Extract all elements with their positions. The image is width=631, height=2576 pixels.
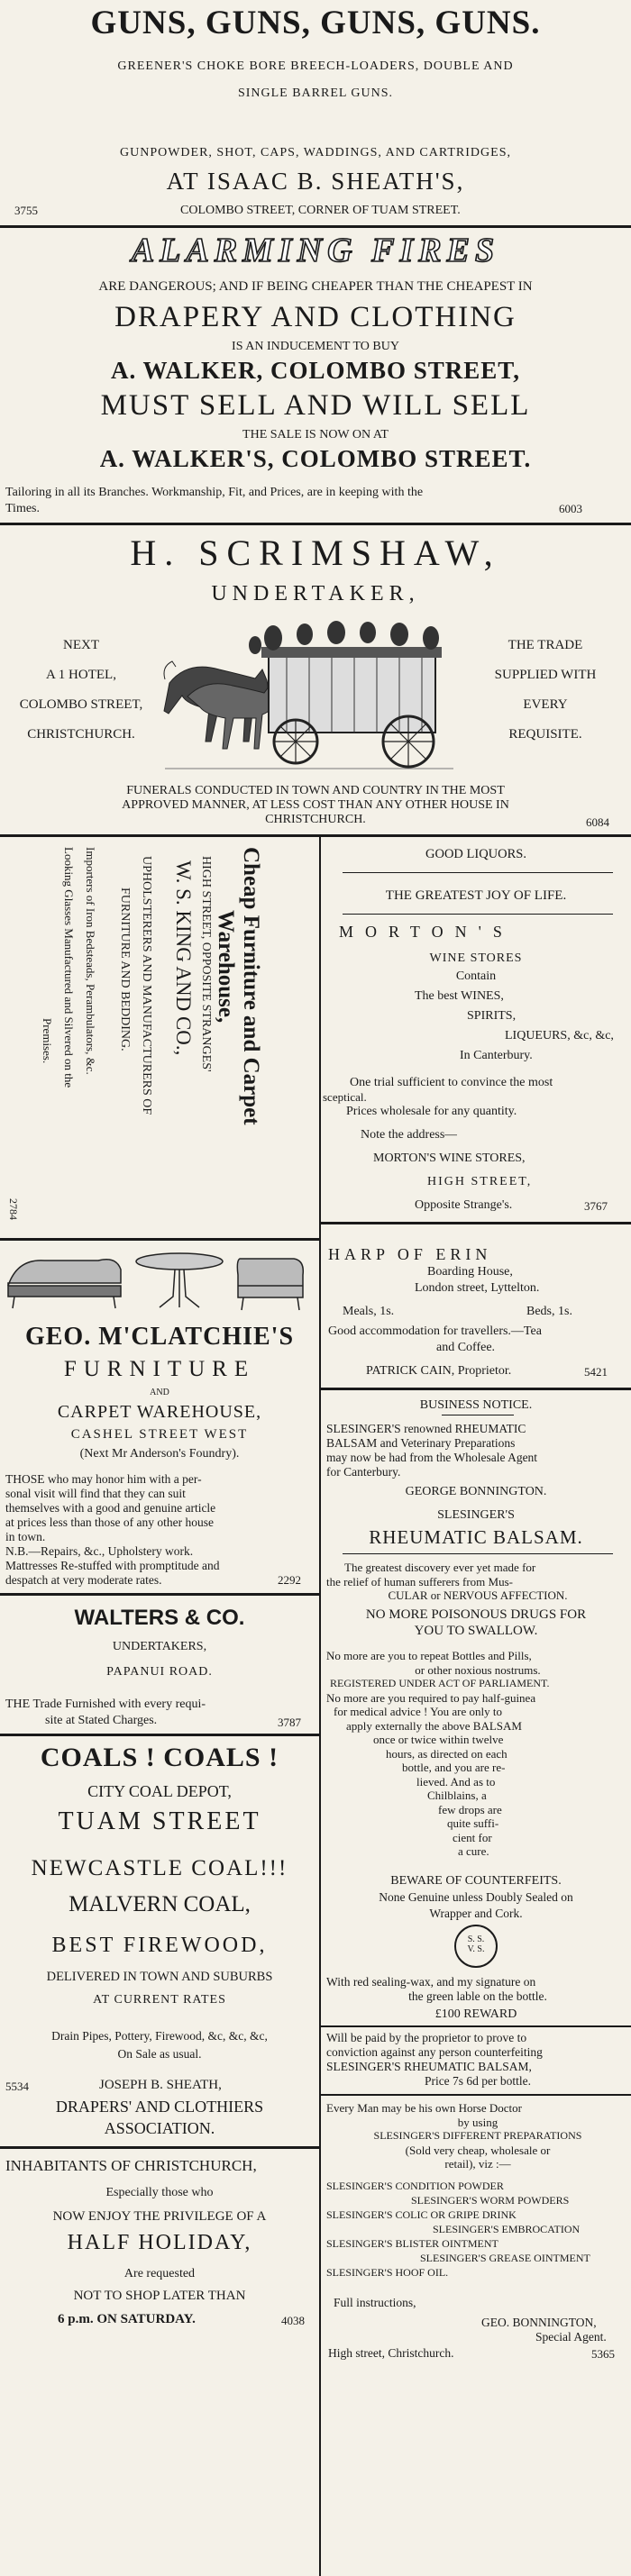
walker-line9: Times. [5, 502, 41, 515]
slesinger-h5: retail), viz :— [444, 2157, 511, 2171]
erin-owner: PATRICK CAIN, Proprietor. [366, 1364, 512, 1378]
rule-2 [0, 523, 631, 525]
slesinger-d9: No more are you required to pay half-guinea [326, 1690, 536, 1705]
morton-line10: sceptical. [323, 1090, 367, 1104]
slesinger-desc2 [326, 1649, 629, 1859]
scrimshaw-right-1: SUPPLIED WITH [494, 668, 597, 682]
morton-line15: Opposite Strange's. [415, 1198, 513, 1212]
morton-line3: WINE STORES [429, 951, 523, 965]
slesinger-seal2: V. S. [467, 1944, 485, 1954]
guns-address: COLOMBO STREET, CORNER OF TUAM STREET. [180, 204, 461, 217]
mclatchie-and: AND [150, 1388, 169, 1397]
coals-seller: JOSEPH B. SHEATH, [99, 2078, 222, 2092]
slesinger-d10: for medical advice ! You are only to [334, 1705, 503, 1718]
slesinger-list-item: SLESINGER'S EMBROCATION [433, 2223, 581, 2235]
slesinger-c2: None Genuine unless Doubly Sealed on [379, 1890, 573, 1904]
slesinger-h4: (Sold very cheap, wholesale or [405, 2143, 551, 2157]
rule-1 [0, 225, 631, 228]
coals-depot: CITY COAL DEPOT, [87, 1782, 232, 1800]
coals-seller2: DRAPERS' AND CLOTHIERS [55, 2098, 264, 2116]
slesinger-notice: BUSINESS NOTICE. [419, 1398, 533, 1412]
slesinger-d16: Chilblains, a [427, 1789, 487, 1802]
slesinger-d5: YOU TO SWALLOW. [414, 1624, 538, 1638]
erin-number: 5421 [584, 1365, 608, 1379]
holiday-number: 4038 [281, 2314, 305, 2327]
holiday-line1: INHABITANTS OF CHRISTCHURCH, [5, 2157, 257, 2174]
slesinger-list-item: SLESINGER'S COLIC OR GRIPE DRINK [326, 2208, 517, 2221]
erin-line4: and Coffee. [436, 1341, 496, 1354]
guns-line1: GREENER'S CHOKE BORE BREECH-LOADERS, DOUBLE AND [117, 59, 514, 73]
slesinger-list-item: SLESINGER'S WORM POWDERS [411, 2194, 570, 2207]
erin-line3: Good accommodation for travellers.—Tea [328, 1324, 542, 1338]
mclatchie-line3: CASHEL STREET WEST [70, 1427, 249, 1442]
slesinger-agent: GEORGE BONNINGTON. [405, 1485, 547, 1498]
rule-left-3 [0, 1734, 319, 1736]
slesinger-c1: BEWARE OF COUNTERFEITS. [390, 1874, 562, 1888]
slesinger-c4-block [326, 1975, 629, 2004]
mclatchie-name: GEO. M'CLATCHIE'S [24, 1323, 295, 1351]
slesinger-r2: conviction against any person counterfeiting [326, 2045, 543, 2059]
slesinger-h2: by using [457, 2115, 498, 2129]
walker-line6: THE SALE IS NOW ON AT [242, 428, 389, 441]
slesinger-r1: Will be paid by the proprietor to prove to [326, 2031, 527, 2044]
erin-name: HARP OF ERIN [328, 1245, 492, 1263]
slesinger-f1: Full instructions, [334, 2296, 416, 2309]
mclatchie-body2: sonal visit will find that they can suit [5, 1487, 186, 1500]
slesinger-name: SLESINGER'S [437, 1508, 515, 1522]
slesinger-d20: a cure. [458, 1844, 489, 1858]
slesinger-horse-block [326, 2101, 629, 2171]
walters-body1: THE Trade Furnished with every requi- [5, 1698, 206, 1711]
scrimshaw-left [0, 631, 162, 750]
morton-line12: Note the address— [361, 1128, 458, 1142]
morton-line6: SPIRITS, [467, 1009, 517, 1023]
hearse-illustration [160, 620, 458, 773]
mclatchie-line2: CARPET WAREHOUSE, [57, 1402, 262, 1422]
morton-line14: HIGH STREET, [427, 1175, 533, 1188]
walker-banner: ALARMING FIRES [131, 232, 500, 269]
slesinger-f3: Special Agent. [535, 2330, 607, 2344]
morton-line1: GOOD LIQUORS. [425, 847, 526, 861]
walters-address: PAPANUI ROAD. [106, 1665, 213, 1679]
slesinger-seal [454, 1925, 498, 1968]
slesinger-f4: High street, Christchurch. [328, 2346, 454, 2360]
coals-number: 5534 [5, 2080, 29, 2093]
slesinger-h3: SLESINGER'S DIFFERENT PREPARATIONS [373, 2129, 582, 2142]
slesinger-p4: for Canterbury. [326, 1465, 401, 1479]
walters-name: WALTERS & CO. [74, 1606, 245, 1630]
king-line4: Importers of Iron Bedsteads, Perambulators, &c. [84, 847, 97, 1075]
scrimshaw-left-0: NEXT [63, 638, 99, 652]
slesinger-h1: Every Man may be his own Horse Doctor [326, 2101, 522, 2115]
rule-right-1 [321, 1222, 631, 1224]
holiday-line4: HALF HOLIDAY, [67, 2231, 252, 2254]
slesinger-list-item: SLESINGER'S CONDITION POWDER [326, 2180, 504, 2192]
coals-item1: NEWCASTLE COAL!!! [31, 1856, 288, 1880]
mclatchie-body7: Mattresses Re-stuffed with promptitude and [5, 1559, 220, 1572]
rule-left-1 [0, 1238, 319, 1241]
slesinger-d17: few drops are [438, 1802, 502, 1816]
coals-item3: BEST FIREWOOD, [51, 1934, 268, 1957]
mclatchie-body4: at prices less than those of any other house [5, 1516, 214, 1529]
slesinger-reward-block [326, 2031, 629, 2089]
walker-line5: MUST SELL AND WILL SELL [100, 389, 531, 422]
coals-item2: MALVERN COAL, [69, 1892, 251, 1916]
king-number: 2784 [7, 1198, 20, 1220]
scrimshaw-left-2: COLOMBO STREET, [19, 697, 143, 712]
holiday-line7: 6 p.m. ON SATURDAY. [58, 2312, 196, 2326]
slesinger-desc [326, 1561, 629, 1603]
slesinger-list-item: SLESINGER'S HOOF OIL. [326, 2266, 449, 2279]
slesinger-d3: CULAR or NERVOUS AFFECTION. [388, 1588, 568, 1602]
slesinger-d12: once or twice within twelve [373, 1733, 504, 1746]
slesinger-r4: Price 7s 6d per bottle. [424, 2074, 532, 2088]
scrimshaw-right [460, 631, 631, 750]
rule-left-4 [0, 2146, 319, 2149]
slesinger-d13: hours, as directed on each [386, 1746, 508, 1761]
scrimshaw-trade: UNDERTAKER, [211, 582, 420, 605]
holiday-line3: NOW ENJOY THE PRIVILEGE OF A [52, 2209, 267, 2224]
morton-line9: One trial sufficient to convince the most [350, 1076, 553, 1089]
erin-line1: Boarding House, [427, 1265, 513, 1279]
slesinger-d18: quite suffi- [447, 1816, 499, 1830]
slesinger-d4: NO MORE POISONOUS DRUGS FOR [365, 1607, 587, 1622]
holiday-line2: Especially those who [105, 2186, 214, 2199]
morton-line5: The best WINES, [415, 989, 504, 1003]
scrimshaw-left-1: A 1 HOTEL, [46, 668, 116, 682]
slesinger-d2: the relief of human sufferers from Mus- [326, 1574, 513, 1588]
king-line5: Looking Glasses Manufactured and Silvered on the [62, 847, 76, 1088]
walker-line8: Tailoring in all its Branches. Workmanship, Fit, and Prices, are in keeping with the [5, 486, 424, 499]
scrimshaw-footer1: FUNERALS CONDUCTED IN TOWN AND COUNTRY IN THE MOST [126, 784, 505, 797]
mclatchie-body [5, 1472, 316, 1588]
slesinger-c4: With red sealing-wax, and my signature on [326, 1975, 536, 1989]
mclatchie-line4: (Next Mr Anderson's Foundry). [79, 1447, 240, 1461]
slesinger-d11: apply externally the above BALSAM [346, 1718, 522, 1733]
slesinger-rule-b [343, 1553, 613, 1554]
morton-line8: In Canterbury. [460, 1049, 533, 1062]
mclatchie-number: 2292 [278, 1573, 301, 1587]
holiday-line6: NOT TO SHOP LATER THAN [73, 2289, 246, 2303]
erin-meals: Meals, 1s. [343, 1305, 395, 1318]
walker-line7: A. WALKER'S, COLOMBO STREET. [99, 445, 532, 472]
walker-line2: DRAPERY AND CLOTHING [114, 301, 517, 333]
guns-line2: SINGLE BARREL GUNS. [237, 86, 394, 100]
king-line6: Premises. [41, 1018, 54, 1064]
morton-rule-b [343, 914, 613, 915]
slesinger-list [326, 2179, 629, 2280]
slesinger-d8: REGISTERED UNDER ACT OF PARLIAMENT. [330, 1677, 550, 1689]
holiday-line5: Are requested [123, 2267, 196, 2280]
guns-number: 3755 [14, 204, 38, 217]
mclatchie-body3: themselves with a good and genuine article [5, 1501, 216, 1515]
scrimshaw-number: 6084 [586, 815, 609, 829]
morton-line2: THE GREATEST JOY OF LIFE. [385, 888, 567, 903]
slesinger-seal1: S. S. [467, 1934, 485, 1944]
column-divider [319, 836, 321, 2576]
rule-3 [0, 834, 631, 837]
guns-headline: GUNS, GUNS, GUNS, GUNS. [90, 5, 541, 41]
morton-line13: MORTON'S WINE STORES, [373, 1151, 526, 1165]
erin-line2: London street, Lyttelton. [415, 1281, 540, 1295]
slesinger-d7: or other noxious nostrums. [415, 1662, 541, 1677]
king-title: Cheap Furniture and Carpet [239, 847, 263, 1125]
scrimshaw-left-3: CHRISTCHURCH. [27, 727, 135, 742]
coals-line1: DELIVERED IN TOWN AND SUBURBS [46, 1970, 273, 1984]
slesinger-c5: the green lable on the bottle. [408, 1989, 547, 2003]
slesinger-intro [326, 1422, 629, 1479]
scrimshaw-right-0: THE TRADE [508, 638, 583, 652]
king-line3: FURNITURE AND BEDDING. [118, 887, 132, 1051]
coals-line3: Drain Pipes, Pottery, Firewood, &c, &c, &c, [51, 2029, 268, 2043]
coals-seller3: ASSOCIATION. [104, 2119, 215, 2137]
morton-name: MORTON'S [339, 923, 514, 941]
mclatchie-body6: N.B.—Repairs, &c., Upholstery work. [5, 1544, 194, 1558]
mclatchie-line1: FURNITURE [63, 1357, 256, 1381]
scrimshaw-footer3: CHRISTCHURCH. [265, 813, 366, 826]
king-line1: HIGH STREET, OPPOSITE STRANGES' [199, 856, 213, 1072]
morton-rule-a [343, 872, 613, 873]
walker-number: 6003 [559, 502, 582, 515]
slesinger-title: RHEUMATIC BALSAM. [369, 1526, 583, 1548]
rule-left-2 [0, 1593, 319, 1596]
scrimshaw-right-2: EVERY [523, 697, 568, 712]
erin-beds: Beds, 1s. [526, 1305, 572, 1318]
rule-right-2 [321, 1388, 631, 1390]
morton-line11: Prices wholesale for any quantity. [346, 1105, 517, 1118]
slesinger-d19: cient for [453, 1830, 492, 1844]
slesinger-d15: lieved. And as to [416, 1774, 496, 1789]
slesinger-list-item: SLESINGER'S BLISTER OINTMENT [326, 2237, 498, 2250]
slesinger-c3: Wrapper and Cork. [429, 1907, 523, 1920]
morton-line4: Contain [455, 969, 497, 983]
king-title2: Warehouse, [214, 910, 238, 1024]
walker-line4: A. WALKER, COLOMBO STREET, [110, 357, 521, 384]
furniture-illustration [4, 1245, 315, 1317]
coals-line2: AT CURRENT RATES [93, 1993, 226, 2007]
mclatchie-body8: despatch at very moderate rates. [5, 1573, 162, 1587]
slesinger-d1: The greatest discovery ever yet made for [344, 1561, 536, 1574]
slesinger-p3: may now be had from the Wholesale Agent [326, 1451, 538, 1464]
slesinger-rule-d [321, 2094, 631, 2096]
slesinger-d6: No more are you to repeat Bottles and Pills, [326, 1649, 532, 1662]
guns-seller: AT ISAAC B. SHEATH'S, [166, 168, 465, 195]
morton-line7: LIQUEURS, &c, &c, [505, 1029, 614, 1042]
coals-headline: COALS ! COALS ! [40, 1743, 279, 1772]
walters-number: 3787 [278, 1716, 301, 1729]
king-line2: UPHOLSTERERS AND MANUFACTURERS OF [140, 856, 153, 1115]
walters-body2: site at Stated Charges. [45, 1714, 158, 1727]
mclatchie-body5: in town. [5, 1530, 46, 1543]
slesinger-d14: bottle, and you are re- [402, 1761, 506, 1774]
king-firm: W. S. KING AND CO., [172, 860, 195, 1056]
slesinger-p1: SLESINGER'S renowned RHEUMATIC [326, 1422, 526, 1435]
mclatchie-body1: THOSE who may honor him with a per- [5, 1472, 202, 1486]
slesinger-number: 5365 [591, 2347, 615, 2361]
coals-line4: On Sale as usual. [117, 2047, 202, 2061]
walker-line3: IS AN INDUCEMENT TO BUY [232, 340, 399, 353]
morton-number: 3767 [584, 1199, 608, 1213]
scrimshaw-footer2: APPROVED MANNER, AT LESS COST THAN ANY OTHER HOUSE IN [122, 798, 509, 812]
slesinger-rule-c [321, 2025, 631, 2027]
slesinger-list-item: SLESINGER'S GREASE OINTMENT [420, 2252, 590, 2264]
scrimshaw-right-3: REQUISITE. [508, 727, 582, 742]
walters-trade: UNDERTAKERS, [112, 1640, 207, 1653]
walker-line1: ARE DANGEROUS; AND IF BEING CHEAPER THAN THE CHEAPEST IN [98, 279, 533, 294]
slesinger-p2: BALSAM and Veterinary Preparations [326, 1436, 516, 1450]
scrimshaw-name: H. SCRIMSHAW, [130, 532, 501, 573]
coals-street: TUAM STREET [58, 1807, 261, 1835]
slesinger-reward: £100 REWARD [434, 2007, 517, 2021]
slesinger-r3: SLESINGER'S RHEUMATIC BALSAM, [326, 2060, 532, 2073]
guns-line3: GUNPOWDER, SHOT, CAPS, WADDINGS, AND CARTRIDGES, [119, 146, 511, 159]
slesinger-f2: GEO. BONNINGTON, [481, 2316, 597, 2329]
